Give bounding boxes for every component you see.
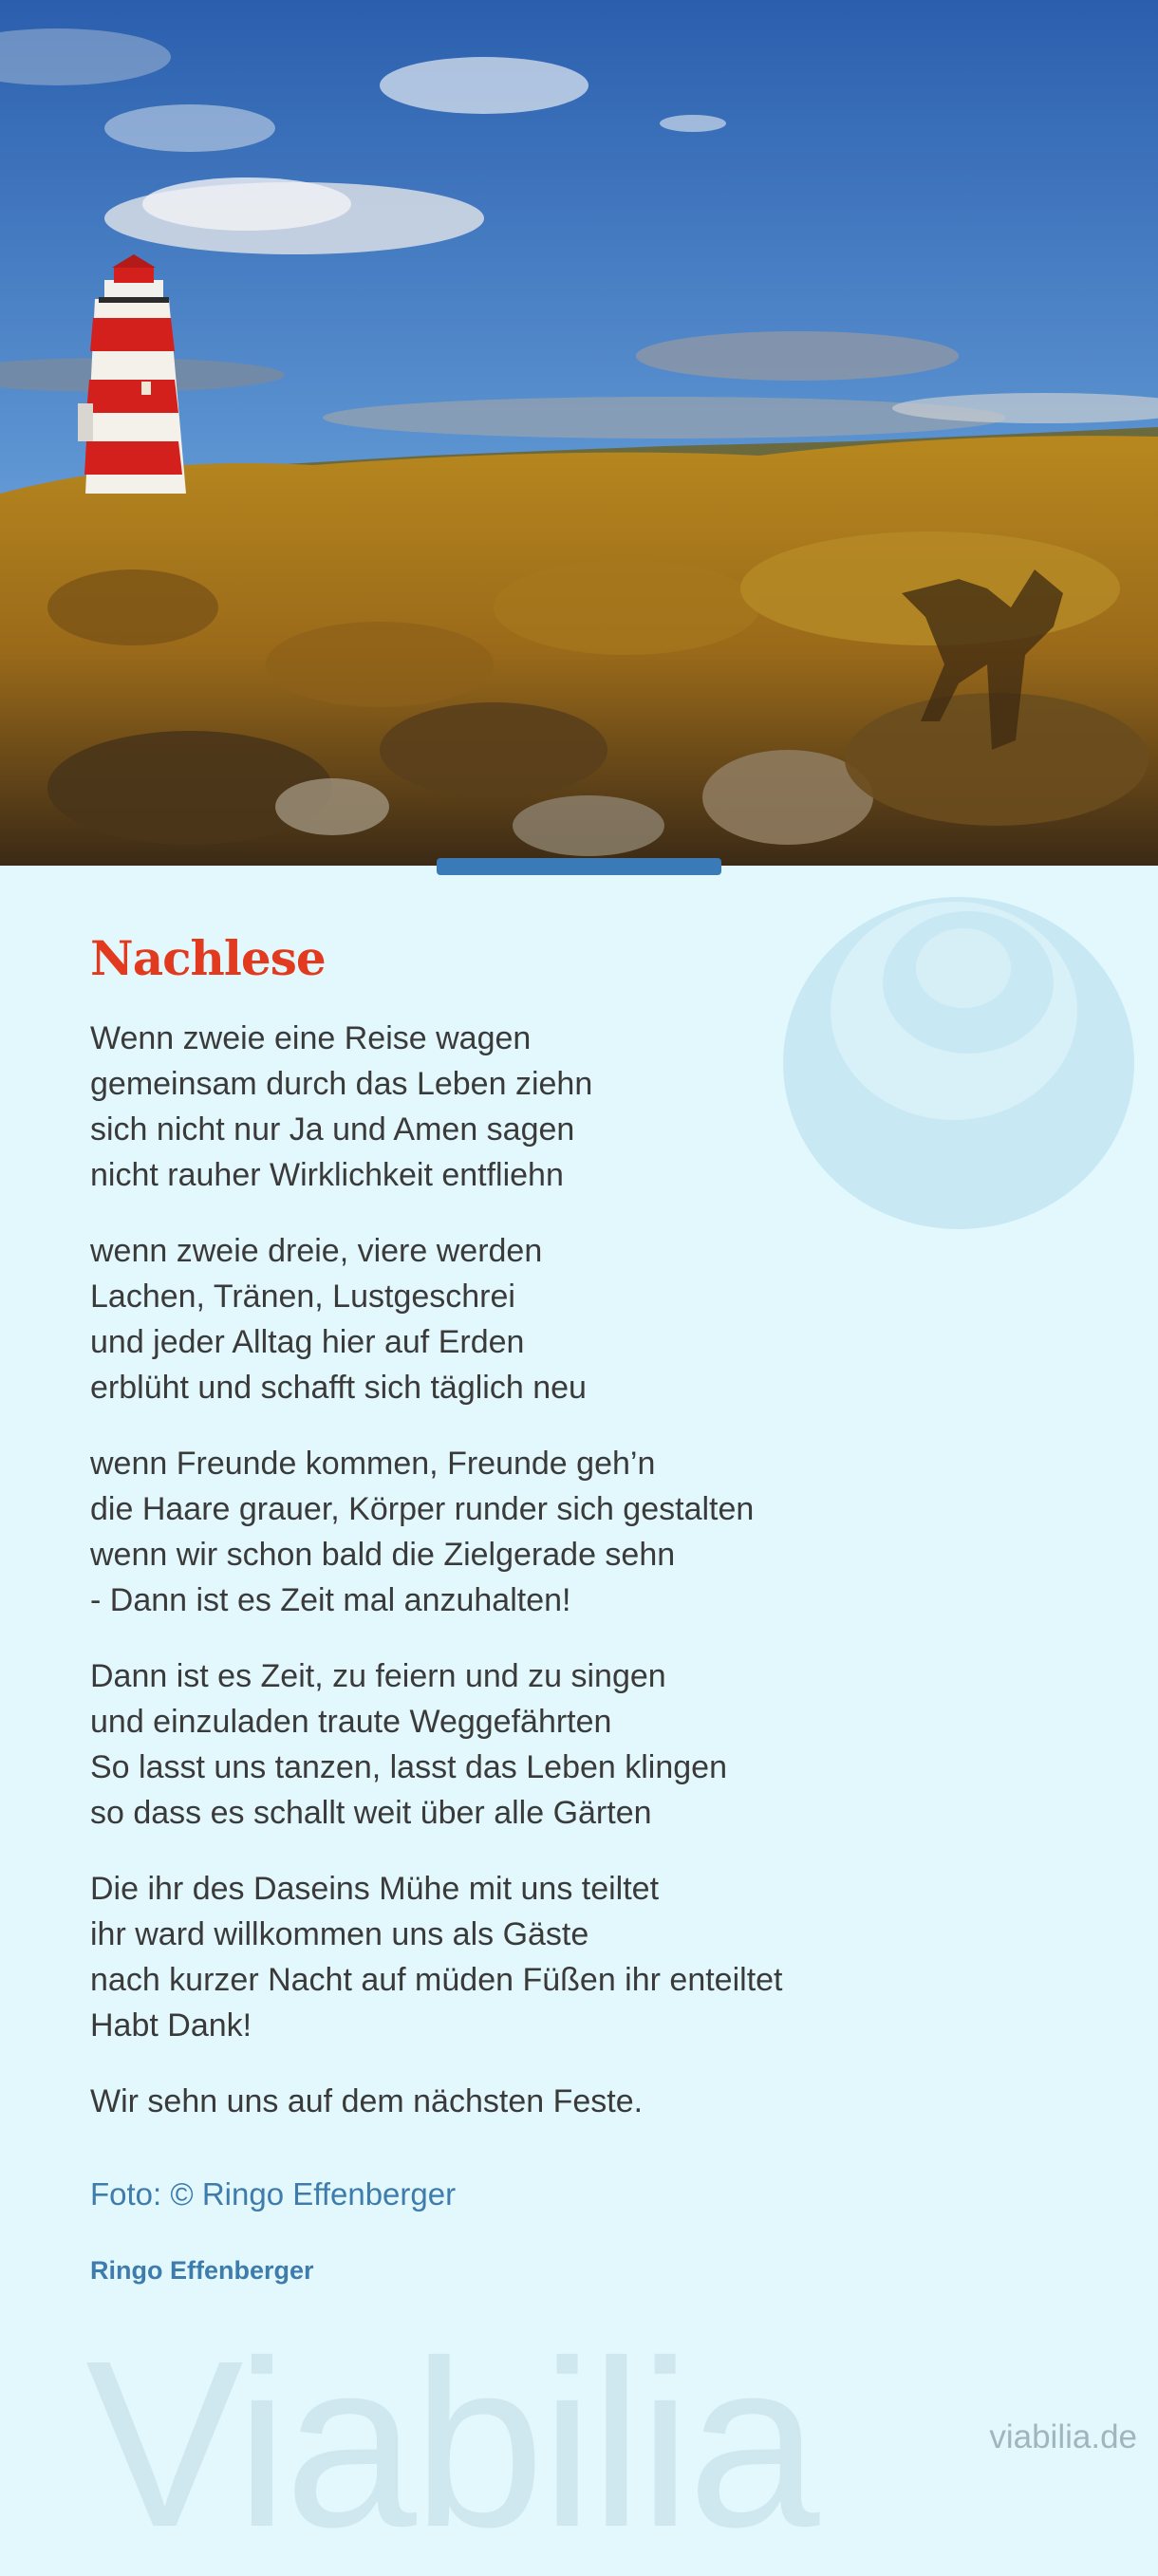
site-url[interactable]: viabilia.de <box>989 2418 1137 2455</box>
poem-line: - Dann ist es Zeit mal anzuhalten! <box>90 1582 571 1618</box>
poem-line: Wenn zweie eine Reise wagen <box>90 1020 532 1056</box>
lighthouse-coast-image <box>0 0 1158 866</box>
poem-line: Habt Dank! <box>90 2007 252 2044</box>
hero-photo <box>0 0 1158 866</box>
poem-line: Die ihr des Daseins Mühe mit uns teiltet <box>90 1871 660 1907</box>
poem-stanza <box>90 2079 944 2124</box>
poem-stanza <box>90 1866 944 2048</box>
poem-line: wenn zweie dreie, viere werden <box>90 1233 543 1269</box>
poem-stanza <box>90 1016 944 1198</box>
poem-line: wenn wir schon bald die Zielgerade sehn <box>90 1537 676 1573</box>
poem-line: Lachen, Tränen, Lustgeschrei <box>90 1279 515 1315</box>
poem-line: sich nicht nur Ja und Amen sagen <box>90 1111 575 1148</box>
scroll-indicator <box>437 858 721 875</box>
brand-watermark: Viabilia <box>85 2311 816 2576</box>
poem-title: Nachlese <box>90 930 326 986</box>
poem-line: ihr ward willkommen uns als Gäste <box>90 1916 589 1952</box>
poem-stanza <box>90 1441 944 1623</box>
poem-content <box>90 930 944 2287</box>
poem-line: die Haare grauer, Körper runder sich gestalten <box>90 1491 755 1527</box>
poem-line: Dann ist es Zeit, zu feiern und zu singen <box>90 1658 666 1694</box>
poem-line: wenn Freunde kommen, Freunde geh’n <box>90 1446 656 1482</box>
poem-line: gemeinsam durch das Leben ziehn <box>90 1066 593 1102</box>
poem-line: So lasst uns tanzen, lasst das Leben klingen <box>90 1749 727 1785</box>
poem-body <box>90 1016 944 2124</box>
poem-line: erblüht und schafft sich täglich neu <box>90 1370 587 1406</box>
poem-line: nach kurzer Nacht auf müden Füßen ihr enteiltet <box>90 1962 783 1998</box>
poem-line: und einzuladen traute Weggefährten <box>90 1704 612 1740</box>
poem-stanza <box>90 1653 944 1836</box>
poem-line: Wir sehn uns auf dem nächsten Feste. <box>90 2083 644 2119</box>
photo-credit: Foto: © Ringo Effenberger <box>90 2176 457 2212</box>
poem-line: nicht rauher Wirklichkeit entfliehn <box>90 1157 564 1193</box>
poem-line: und jeder Alltag hier auf Erden <box>90 1324 525 1360</box>
author-link[interactable]: Ringo Effenberger <box>90 2256 314 2285</box>
poem-line: so dass es schallt weit über alle Gärten <box>90 1795 652 1831</box>
poem-stanza <box>90 1228 944 1410</box>
